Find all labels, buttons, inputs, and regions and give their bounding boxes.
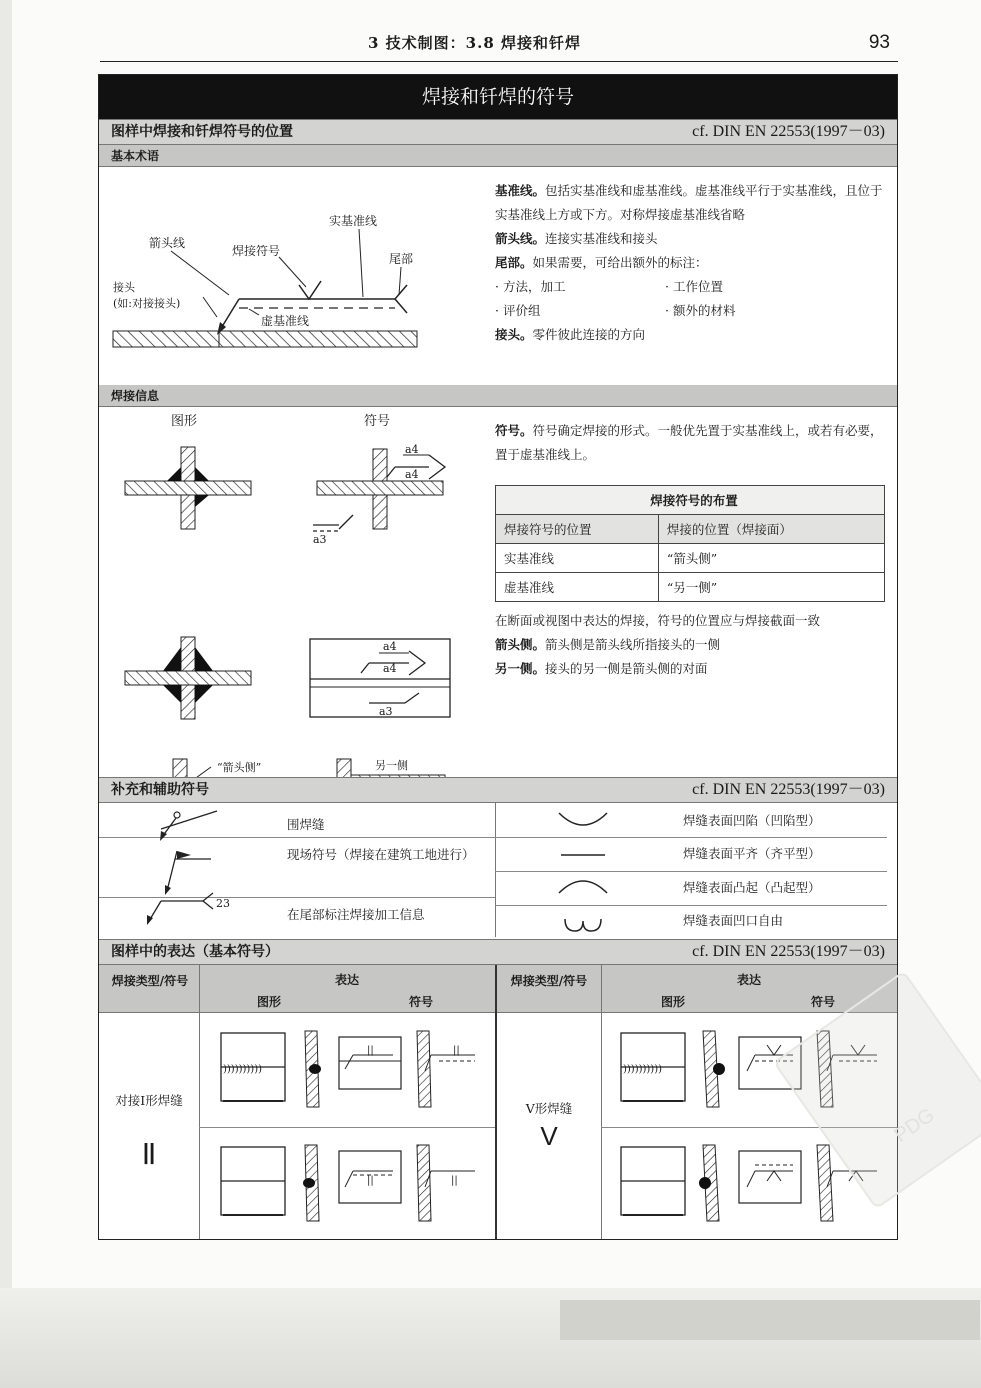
svg-text:||: || — [367, 1045, 374, 1056]
tail-info-label: 在尾部标注焊接加工信息 — [287, 907, 425, 922]
basic-terms-text — [495, 179, 887, 347]
table-header-1: 焊接符号的位置 — [496, 515, 659, 544]
col-figure-label: 图形 — [171, 414, 198, 429]
label-tail: 尾部 — [389, 252, 414, 266]
all-around-icon — [160, 811, 217, 841]
col-sym-head-right: 符号 — [810, 995, 835, 1009]
svg-text:另一侧: 另一侧 — [375, 759, 408, 772]
supplementary-symbols-right — [495, 803, 675, 937]
label-joint: 接头 — [113, 281, 135, 294]
section-representation-title: 图样中的表达（基本符号） — [111, 944, 279, 960]
col-type-head-right: 焊接类型/符号 — [510, 974, 588, 988]
section-position-title: 图样中焊接和钎焊符号的位置 — [111, 124, 293, 140]
i-butt-view-1 — [221, 1031, 475, 1107]
label-solid-ref-line: 实基准线 — [329, 214, 378, 228]
watermark-text: PDG — [890, 1103, 939, 1147]
svg-text:a4: a4 — [405, 443, 419, 456]
cross-joint-symbol-1 — [313, 443, 445, 546]
ref-line-definition: 基准线。包括实基准线和虚基准线。虚基准线平行于实基准线，且位于实基准线上方或下方。对称焊接虚基准线省略 — [495, 183, 883, 222]
subsection-basic-terms: 基本术语 — [99, 145, 897, 167]
weld-symbol-v — [299, 281, 321, 299]
table-header-2: 焊接的位置（焊接面） — [658, 515, 884, 544]
svg-text:||: || — [367, 1175, 374, 1186]
section-position-bar — [99, 119, 897, 145]
tail-mark — [395, 285, 407, 313]
svg-text:a3: a3 — [379, 705, 393, 718]
section-supplementary-title: 补充和辅助符号 — [111, 782, 209, 798]
convex-label: 焊缝表面凸起（凸起型） — [683, 880, 821, 895]
t-joint-figure — [107, 759, 297, 779]
svg-text:)))))))))): )))))))))) — [223, 1064, 263, 1075]
t-joint-symbol — [337, 759, 445, 779]
subsection-weld-info: 焊接信息 — [99, 385, 897, 407]
scan-next-page-strip — [560, 1300, 980, 1340]
plate-right — [219, 331, 417, 347]
label-joint-example: (如:对接接头) — [113, 297, 181, 310]
field-weld-flag-icon — [165, 851, 211, 895]
svg-text:a4: a4 — [383, 640, 397, 653]
table-row: 实基准线 “箭头侧” — [496, 544, 885, 573]
tail-definition: 尾部。如果需要，可给出额外的标注： — [495, 255, 708, 270]
col-repr-head-left: 表达 — [334, 973, 359, 987]
section-supplementary-bar — [99, 777, 897, 803]
label-dashed-ref-line: 虚基准线 — [261, 314, 310, 328]
cross-joint-figure-1 — [125, 447, 251, 529]
label-weld-symbol: 焊接符号 — [232, 244, 281, 258]
symbol-arrangement-table — [495, 485, 885, 602]
col-fig-head-left: 图形 — [256, 995, 281, 1009]
flat-label: 焊缝表面平齐（齐平型） — [683, 846, 821, 861]
scan-edge — [0, 0, 12, 1288]
running-head — [100, 28, 898, 62]
svg-text:“箭头侧”: “箭头侧” — [217, 761, 262, 774]
weld-type-i-label: 对接I形焊缝 — [115, 1093, 183, 1108]
convex-surface-icon — [559, 881, 607, 893]
col-fig-head-right: 图形 — [660, 995, 685, 1009]
table-row: 虚基准线 “另一侧” — [496, 573, 885, 602]
svg-text:a3: a3 — [313, 533, 327, 546]
svg-text:23: 23 — [216, 897, 230, 910]
field-weld-label: 现场符号（焊接在建筑工地进行） — [287, 847, 475, 862]
label-arrow-line: 箭头线 — [149, 236, 186, 250]
section-position-ref: cf. DIN EN 22553(1997－03) — [692, 123, 885, 140]
plate-left — [113, 331, 219, 347]
table-title: 焊接符号的布置 — [496, 486, 885, 515]
svg-text:||: || — [451, 1175, 458, 1186]
representation-drawings — [99, 1015, 898, 1240]
section-supplementary-ref: cf. DIN EN 22553(1997－03) — [692, 781, 885, 798]
running-title: 3 技术制图：3.8 焊接和钎焊 — [368, 34, 581, 52]
col-symbol-label: 符号 — [364, 414, 391, 429]
section-representation-ref: cf. DIN EN 22553(1997－03) — [692, 943, 885, 960]
supplementary-symbols-left — [99, 803, 279, 937]
svg-text:)))))))))): )))))))))) — [623, 1064, 663, 1075]
i-butt-view-2 — [221, 1145, 475, 1221]
all-around-weld-label: 围焊缝 — [287, 817, 325, 832]
smooth-toe-icon — [565, 919, 601, 931]
toe-label: 焊缝表面凹口自由 — [683, 913, 784, 928]
weld-info-intro: 符号。符号确定焊接的形式。一般优先置于实基准线上，或若有必要，置于虚基准线上。 — [495, 423, 883, 462]
col-repr-head-right: 表达 — [736, 973, 761, 987]
basic-terms-diagram — [99, 167, 489, 379]
weld-info-text: 在断面或视图中表达的焊接，符号的位置应与焊接截面一致 箭头侧。箭头侧是箭头线所指接头的一侧 另一侧。接头的另一侧是箭头侧的对面 — [495, 613, 821, 676]
tail-bullets-row-1: · 方法，加工 · 工作位置 — [495, 279, 723, 294]
concave-surface-icon — [559, 813, 607, 825]
cross-joint-figure-2 — [125, 637, 251, 719]
weld-type-i-glyph: || — [142, 1139, 156, 1164]
svg-text:a4: a4 — [383, 662, 397, 675]
banner-title: 焊接和钎焊的符号 — [99, 75, 897, 119]
weld-info-diagrams — [99, 407, 491, 779]
joint-definition: 接头。零件彼此连接的方向 — [495, 327, 646, 342]
svg-text:a4: a4 — [405, 468, 419, 481]
page-number: 93 — [868, 32, 890, 53]
weld-type-v-label: V形焊缝 — [525, 1101, 573, 1116]
arrow-line-definition: 箭头线。连接实基准线和接头 — [495, 231, 658, 246]
col-type-head-left: 焊接类型/符号 — [111, 974, 189, 988]
view-symbol-2 — [310, 639, 450, 718]
tail-bullets-row-2: · 评价组 · 额外的材料 — [495, 303, 736, 318]
weld-type-v-glyph: V — [540, 1121, 558, 1151]
tail-info-icon — [147, 893, 230, 925]
col-sym-head-left: 符号 — [408, 995, 433, 1009]
section-representation-bar — [99, 939, 897, 965]
concave-label: 焊缝表面凹陷（凹陷型） — [683, 813, 821, 828]
svg-text:||: || — [453, 1045, 460, 1056]
